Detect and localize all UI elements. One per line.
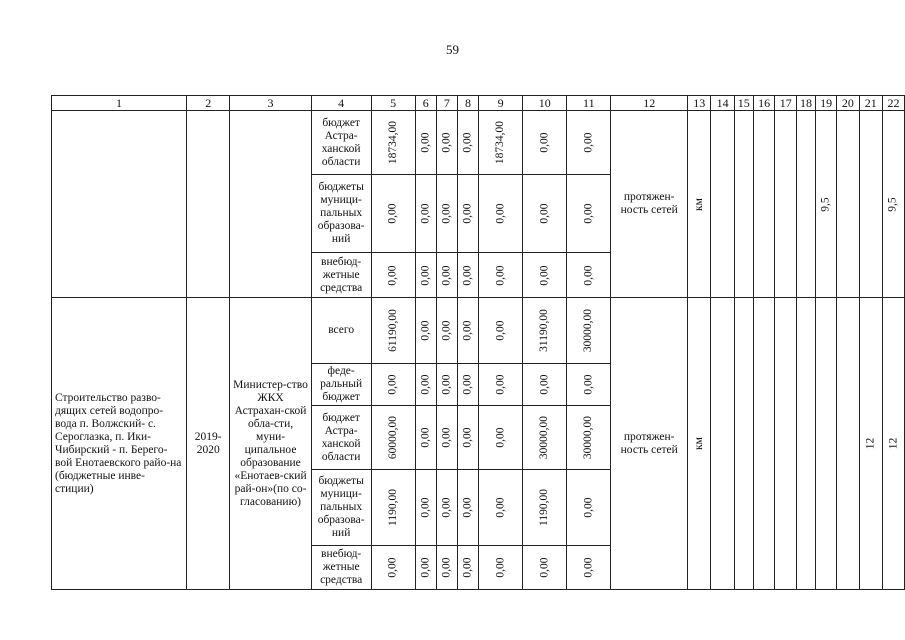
- header-cell: 10: [523, 96, 567, 111]
- value-cell: 0,00: [457, 298, 478, 364]
- executor: Министер-ство ЖКХ Астрахан-ской обла-сти, муни-ципальное образование «Енотаев-ский рай-он»(по со-гласованию): [230, 298, 312, 590]
- empty-cell: [711, 298, 734, 590]
- value-cell: 0,00: [567, 546, 611, 590]
- header-cell: 20: [837, 96, 859, 111]
- header-cell: 15: [734, 96, 753, 111]
- table-row: [52, 298, 905, 364]
- empty-cell: [753, 111, 775, 298]
- value-cell: 0,00: [415, 253, 436, 298]
- header-row: [52, 96, 905, 111]
- value-cell: 0,00: [436, 111, 457, 175]
- header-cell: 22: [882, 96, 904, 111]
- value-cell: 0,00: [436, 175, 457, 253]
- value-cell: 0,00: [415, 175, 436, 253]
- funding-source: бюджет Астра-ханской области: [311, 111, 371, 175]
- value-cell: 1190,00: [371, 470, 415, 546]
- empty-cell: [775, 111, 797, 298]
- value-cell: 0,00: [436, 364, 457, 406]
- value-cell: 0,00: [479, 546, 523, 590]
- empty-cell: [859, 111, 882, 298]
- header-cell: 19: [816, 96, 837, 111]
- header-cell: 2: [187, 96, 230, 111]
- header-cell: 14: [711, 96, 734, 111]
- value-cell: 0,00: [436, 253, 457, 298]
- header-cell: 18: [797, 96, 816, 111]
- value-cell: 0,00: [479, 298, 523, 364]
- header-cell: 8: [457, 96, 478, 111]
- value-cell: 0,00: [371, 364, 415, 406]
- value-cell: 0,00: [436, 546, 457, 590]
- funding-source: бюджет Астра-ханской области: [311, 406, 371, 470]
- value-cell: 0,00: [457, 253, 478, 298]
- value-cell: 9,5: [882, 111, 904, 298]
- funding-source: внебюд-жетные средства: [311, 546, 371, 590]
- value-cell: 60000,00: [371, 406, 415, 470]
- empty-cell: [753, 298, 775, 590]
- period: 2019-2020: [187, 298, 230, 590]
- project-name: Строительство разво-дящих сетей водопро-вода п. Волжский- с. Сероглазка, п. Ики-Чибирский - п. Берего-вой Енотаевского райо-на (бюджетные инве-стиции): [52, 298, 187, 590]
- header-cell: 17: [775, 96, 797, 111]
- block1-executor-cell: [230, 111, 312, 298]
- funding-source: бюджеты муници-пальных образова-ний: [311, 470, 371, 546]
- value-cell: 0,00: [457, 406, 478, 470]
- value-cell: 0,00: [415, 406, 436, 470]
- header-cell: 1: [52, 96, 187, 111]
- empty-cell: [816, 298, 837, 590]
- header-cell: 4: [311, 96, 371, 111]
- funding-source: феде-ральный бюджет: [311, 364, 371, 406]
- value-cell: 0,00: [479, 470, 523, 546]
- table-row: [52, 111, 905, 175]
- header-cell: 13: [688, 96, 711, 111]
- header-cell: 3: [230, 96, 312, 111]
- value-cell: 12: [882, 298, 904, 590]
- empty-cell: [734, 298, 753, 590]
- value-cell: 0,00: [457, 111, 478, 175]
- funding-source: всего: [311, 298, 371, 364]
- budget-table: [51, 95, 905, 590]
- header-cell: 6: [415, 96, 436, 111]
- value-cell: 1190,00: [523, 470, 567, 546]
- value-cell: 0,00: [479, 364, 523, 406]
- value-cell: 0,00: [479, 253, 523, 298]
- unit-cell: км: [688, 298, 711, 590]
- value-cell: 0,00: [479, 175, 523, 253]
- value-cell: 0,00: [523, 546, 567, 590]
- value-cell: 0,00: [457, 175, 478, 253]
- value-cell: 0,00: [457, 470, 478, 546]
- header-cell: 21: [859, 96, 882, 111]
- value-cell: 0,00: [436, 298, 457, 364]
- value-cell: 0,00: [523, 364, 567, 406]
- block1-name-cell: [52, 111, 187, 298]
- empty-cell: [797, 298, 816, 590]
- empty-cell: [775, 298, 797, 590]
- header-cell: 9: [479, 96, 523, 111]
- value-cell: 0,00: [523, 175, 567, 253]
- block1-period-cell: [187, 111, 230, 298]
- indicator-cell: протяжен-ность сетей: [611, 111, 688, 298]
- header-cell: 16: [753, 96, 775, 111]
- value-cell: 18734,00: [479, 111, 523, 175]
- value-cell: 0,00: [415, 546, 436, 590]
- value-cell: 0,00: [567, 253, 611, 298]
- unit-cell: км: [688, 111, 711, 298]
- value-cell: 0,00: [436, 406, 457, 470]
- value-cell: 0,00: [371, 546, 415, 590]
- empty-cell: [711, 111, 734, 298]
- value-cell: 0,00: [415, 364, 436, 406]
- value-cell: 0,00: [415, 470, 436, 546]
- value-cell: 9,5: [816, 111, 837, 298]
- value-cell: 0,00: [415, 298, 436, 364]
- page-number: 59: [446, 42, 459, 57]
- header-cell: 7: [436, 96, 457, 111]
- value-cell: 30000,00: [567, 406, 611, 470]
- value-cell: 0,00: [523, 111, 567, 175]
- value-cell: 61190,00: [371, 298, 415, 364]
- value-cell: 0,00: [567, 111, 611, 175]
- funding-source: внебюд-жетные средства: [311, 253, 371, 298]
- value-cell: 0,00: [415, 111, 436, 175]
- funding-source: бюджеты муници-пальных образова-ний: [311, 175, 371, 253]
- value-cell: 30000,00: [523, 406, 567, 470]
- value-cell: 30000,00: [567, 298, 611, 364]
- value-cell: 12: [859, 298, 882, 590]
- empty-cell: [734, 111, 753, 298]
- value-cell: 0,00: [567, 470, 611, 546]
- value-cell: 0,00: [523, 253, 567, 298]
- value-cell: 0,00: [457, 546, 478, 590]
- value-cell: 0,00: [457, 364, 478, 406]
- empty-cell: [797, 111, 816, 298]
- header-cell: 11: [567, 96, 611, 111]
- header-cell: 12: [611, 96, 688, 111]
- value-cell: 0,00: [436, 470, 457, 546]
- value-cell: 18734,00: [371, 111, 415, 175]
- value-cell: 0,00: [567, 175, 611, 253]
- value-cell: 0,00: [371, 175, 415, 253]
- value-cell: 0,00: [567, 364, 611, 406]
- header-cell: 5: [371, 96, 415, 111]
- value-cell: 0,00: [371, 253, 415, 298]
- empty-cell: [837, 111, 859, 298]
- value-cell: 0,00: [479, 406, 523, 470]
- indicator-cell: протяжен-ность сетей: [611, 298, 688, 590]
- value-cell: 31190,00: [523, 298, 567, 364]
- empty-cell: [837, 298, 859, 590]
